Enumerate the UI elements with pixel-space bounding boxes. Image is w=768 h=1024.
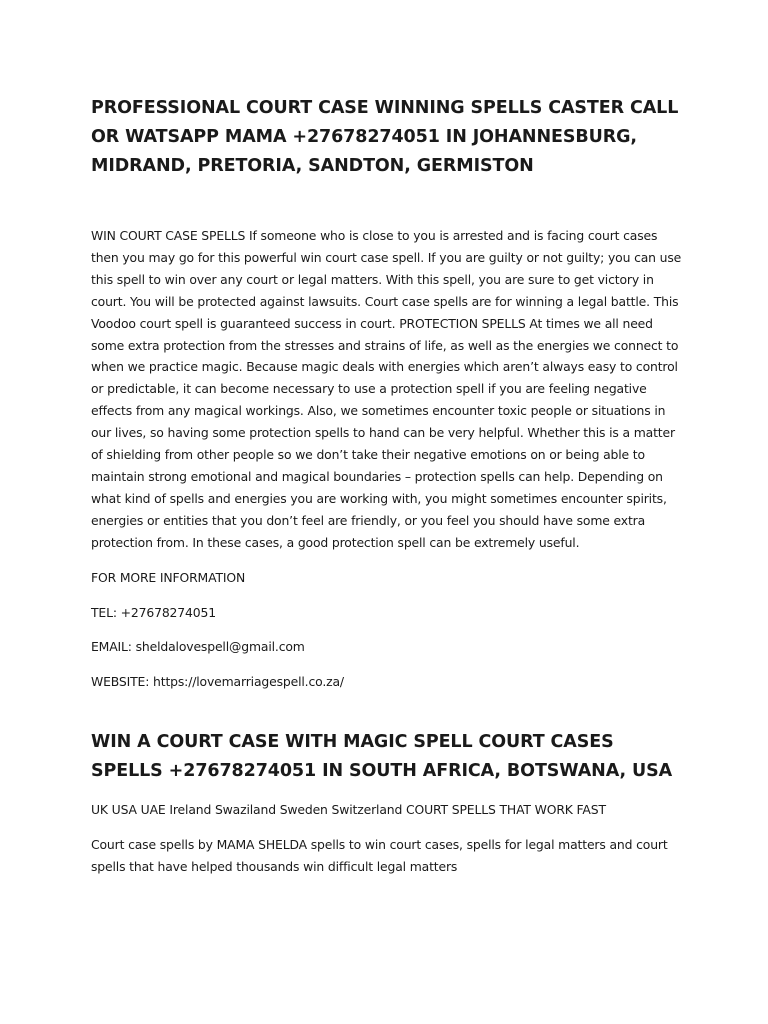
countries-line: UK USA UAE Ireland Swaziland Sweden Switzerland COURT SPELLS THAT WORK FAST: [91, 802, 606, 818]
more-info-heading: FOR MORE INFORMATION: [91, 569, 246, 585]
email-line: EMAIL: sheldalovespell@gmail.com: [91, 639, 305, 655]
website-line: WEBSITE: https://lovemarriagespell.co.za/: [91, 674, 344, 690]
closing-paragraph: Court case spells by MAMA SHELDA spells to win court cases, spells for legal matters and court spells that have helped thousands win difficult legal matters: [91, 837, 668, 875]
section-title: WIN A COURT CASE WITH MAGIC SPELL COURT CASES SPELLS +27678274051 IN SOUTH AFRICA, BOTSWANA, USA: [91, 732, 673, 782]
document-page: [91, 94, 687, 878]
telephone-line: TEL: +27678274051: [91, 604, 216, 620]
main-paragraph: WIN COURT CASE SPELLS If someone who is close to you is arrested and is facing court cases then you may go for this powerful win court case spell. If you are guilty or not guilty; you can use this spell to win over any court or legal matters. With this spell, you are sure to get victory in court. You will be protected against lawsuits. Court case spells are for winning a legal battle. This Voodoo court spell is guaranteed success in court. PROTECTION SPELLS At times we all need some extra protection from the stresses and strains of life, as well as the energies we connect to when we practice magic. Because magic deals with energies which aren’t always easy to control or predictable, it can become necessary to use a protection spell if you are feeling negative effects from any magical workings. Also, we sometimes encounter toxic people or situations in our lives, so having some protection spells to hand can be very helpful. Whether this is a matter of shielding from other people so we don’t take their negative emotions on or being able to maintain strong emotional and magical boundaries – protection spells can help. Depending on what kind of spells and energies you are working with, you might sometimes encounter spirits, energies or entities that you don’t feel are friendly, or you feel you should have some extra protection from. In these cases, a good protection spell can be extremely useful.: [91, 228, 682, 550]
document-title: PROFESSIONAL COURT CASE WINNING SPELLS CASTER CALL OR WATSAPP MAMA +27678274051 IN JOHANNESBURG, MIDRAND, PRETORIA, SANDTON, GERMISTON: [91, 98, 679, 176]
